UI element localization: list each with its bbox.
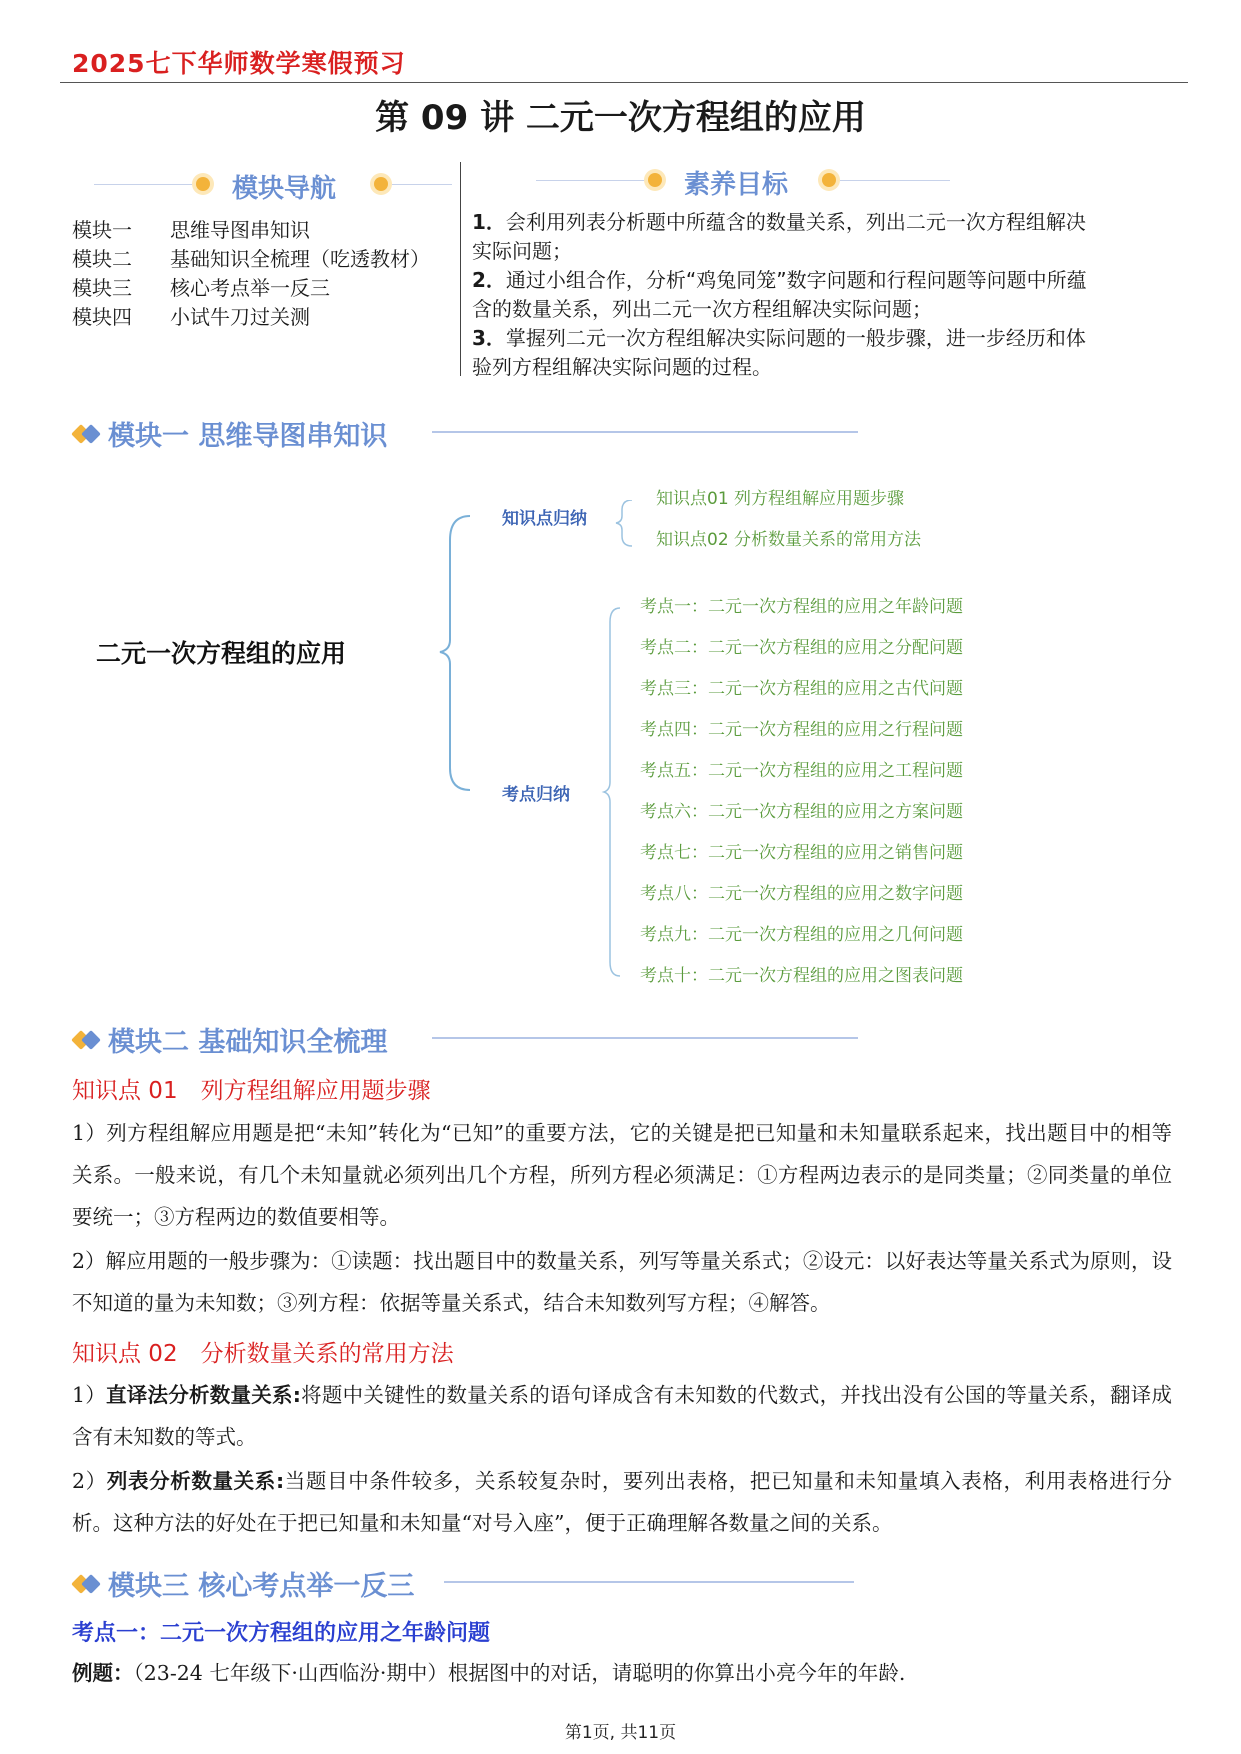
mindmap-exam-category: 考点归纳 [502,785,570,805]
module1-heading-line [432,431,858,433]
mindmap-braces [420,500,660,1000]
mindmap-exam-item: 考点二：二元一次方程组的应用之分配问题 [640,638,963,658]
example-question: 例题：（23-24 七年级下·山西临汾·期中）根据图中的对话，请聪明的你算出小亮今年的年龄. [72,1661,906,1685]
diamond-arrow-icon [72,1573,102,1595]
mindmap-knowledge-item: 知识点02 分析数量关系的常用方法 [656,530,922,550]
lecture-title: 第 09 讲 二元一次方程组的应用 [375,98,866,138]
module3-heading-line [444,1581,854,1583]
nav-heading-line-left [94,184,194,185]
header-divider [60,82,1188,83]
knowledge-point-2-title: 知识点 02 分析数量关系的常用方法 [72,1341,454,1367]
diamond-arrow-icon [72,423,102,445]
goal-item-3: 3．掌握列二元一次方程组解决实际问题的一般步骤，进一步经历和体验列方程组解决实际问题的过程。 [472,326,1086,379]
knowledge-point-2-para-1: 1）直译法分析数量关系:将题中关键性的数量关系的语句译成含有未知数的代数式，并找出没有公国的等量关系，翻译成含有未知数的等式。 [72,1383,1173,1449]
goals-heading-line-left [536,180,646,181]
nav-heading-line-right [392,184,452,185]
mindmap-root: 二元一次方程组的应用 [96,639,347,668]
goals-list [472,208,1092,382]
nav-item-module3[interactable]: 模块三 核心考点举一反三 [72,276,330,300]
nav-heading: 模块导航 [232,174,337,204]
nav-item-module2[interactable]: 模块二 基础知识全梳理（吃透教材） [72,247,430,271]
goals-heading: 素养目标 [684,170,789,200]
mindmap-exam-item: 考点三：二元一次方程组的应用之古代问题 [640,679,963,699]
module2-heading: 模块二 基础知识全梳理 [72,1020,387,1059]
goals-heading-line-right [840,180,950,181]
nav-item-module1[interactable]: 模块一 思维导图串知识 [72,218,310,242]
knowledge-point-1-title: 知识点 01 列方程组解应用题步骤 [72,1078,431,1104]
knowledge-point-1-para-2: 2）解应用题的一般步骤为：①读题：找出题目中的数量关系，列写等量关系式；②设元：以好表达等量关系式为原则，设不知道的量为未知数；③列方程：依据等量关系式，结合未知数列写方程；④解答。 [72,1249,1172,1315]
mindmap-exam-item: 考点八：二元一次方程组的应用之数字问题 [640,884,963,904]
mindmap-exam-item: 考点七：二元一次方程组的应用之销售问题 [640,843,963,863]
module3-heading: 模块三 核心考点举一反三 [72,1564,414,1603]
nav-item-module4[interactable]: 模块四 小试牛刀过关测 [72,305,310,329]
mindmap-exam-item: 考点一：二元一次方程组的应用之年龄问题 [640,597,963,617]
mindmap-exam-item: 考点五：二元一次方程组的应用之工程问题 [640,761,963,781]
goals-heading-dot-left [648,173,662,187]
knowledge-point-1-para-1: 1）列方程组解应用题是把“未知”转化为“已知”的重要方法，它的关键是把已知量和未知量联系起来，找出题目中的相等关系。一般来说，有几个未知量就必须列出几个方程，所列方程必须满足：①方程两边表示的是同类量；②同类量的单位要统一；③方程两边的数值要相等。 [72,1121,1172,1229]
knowledge-point-2-para-2: 2）列表分析数量关系:当题目中条件较多，关系较复杂时，要列出表格，把已知量和未知量填入表格，利用表格进行分析。这种方法的好处在于把已知量和未知量“对号入座”，便于正确理解各数量之间的关系。 [72,1469,1173,1535]
nav-heading-dot-left [196,177,210,191]
goals-heading-dot-right [822,173,836,187]
module2-heading-line [432,1037,858,1039]
exam-point-1-title: 考点一：二元一次方程组的应用之年龄问题 [72,1621,491,1646]
mindmap-exam-item: 考点六：二元一次方程组的应用之方案问题 [640,802,963,822]
diamond-arrow-icon [72,1029,102,1051]
nav-goals-divider [460,162,461,376]
mindmap-exam-item: 考点九：二元一次方程组的应用之几何问题 [640,925,963,945]
mindmap-knowledge-category: 知识点归纳 [502,509,587,529]
mindmap-knowledge-item: 知识点01 列方程组解应用题步骤 [656,489,905,509]
nav-heading-dot-right [374,177,388,191]
module1-heading: 模块一 思维导图串知识 [72,414,387,453]
goal-item-1: 1．会利用列表分析题中所蕴含的数量关系，列出二元一次方程组解决实际问题； [472,210,1086,263]
mindmap-exam-item: 考点十：二元一次方程组的应用之图表问题 [640,966,963,986]
goal-item-2: 2．通过小组合作，分析“鸡兔同笼”数字问题和行程问题等问题中所蕴含的数量关系，列出二元一次方程组解决实际问题； [472,268,1087,321]
series-title: 2025七下华师数学寒假预习 [72,49,406,78]
mindmap-exam-item: 考点四：二元一次方程组的应用之行程问题 [640,720,963,740]
page-number: 第1页, 共11页 [564,1723,677,1743]
